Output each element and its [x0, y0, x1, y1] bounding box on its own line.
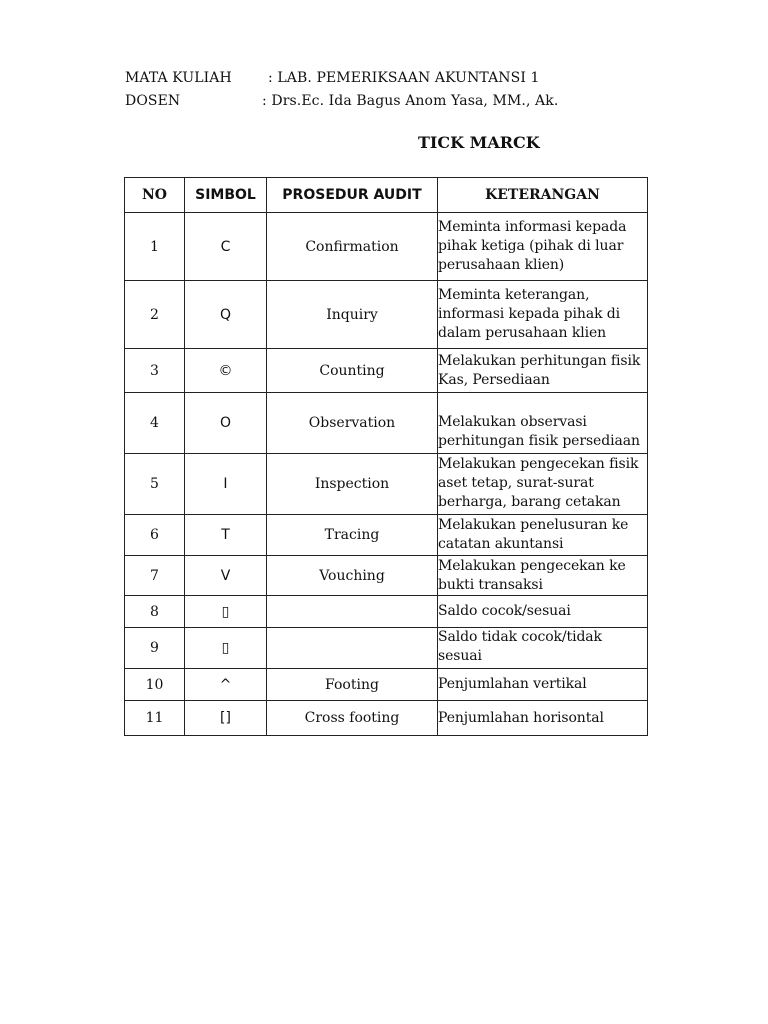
row-procedure: Footing [267, 669, 438, 701]
row-procedure: Counting [267, 349, 438, 393]
row-description: Melakukan pengecekan ke bukti transaksi [438, 556, 648, 596]
row-procedure: Confirmation [267, 213, 438, 281]
row-description: Melakukan penelusuran ke catatan akuntansi [438, 515, 648, 556]
tick-mark-table [124, 177, 648, 736]
course-line [125, 70, 540, 86]
row-symbol: T [185, 515, 267, 556]
row-symbol: © [185, 349, 267, 393]
row-no: 7 [125, 556, 185, 596]
table-row [125, 596, 648, 628]
table-row [125, 393, 648, 454]
row-no: 4 [125, 393, 185, 454]
row-no: 2 [125, 281, 185, 349]
row-procedure: Inquiry [267, 281, 438, 349]
row-no: 10 [125, 669, 185, 701]
row-procedure: Vouching [267, 556, 438, 596]
header-symbol: SIMBOL [185, 178, 267, 213]
row-description: Penjumlahan vertikal [438, 669, 648, 701]
course-value: : LAB. PEMERIKSAAN AKUNTANSI 1 [268, 70, 540, 86]
header-description: KETERANGAN [438, 178, 648, 213]
row-description: Meminta informasi kepada pihak ketiga (pihak di luar perusahaan klien) [438, 213, 648, 281]
table-row [125, 454, 648, 515]
row-no: 1 [125, 213, 185, 281]
row-no: 11 [125, 701, 185, 736]
row-procedure: Cross footing [267, 701, 438, 736]
table-row [125, 701, 648, 736]
row-procedure: Observation [267, 393, 438, 454]
document-title: TICK MARCK [418, 133, 540, 152]
lecturer-value: : Drs.Ec. Ida Bagus Anom Yasa, MM., Ak. [262, 93, 559, 109]
table-row [125, 669, 648, 701]
row-no: 5 [125, 454, 185, 515]
row-description: Meminta keterangan, informasi kepada pihak di dalam perusahaan klien [438, 281, 648, 349]
lecturer-line [125, 93, 559, 109]
row-symbol: Q [185, 281, 267, 349]
row-no: 3 [125, 349, 185, 393]
lecturer-label: DOSEN [125, 93, 181, 109]
row-procedure: Tracing [267, 515, 438, 556]
row-procedure [267, 596, 438, 628]
table-row [125, 628, 648, 669]
row-description: Saldo cocok/sesuai [438, 596, 648, 628]
header-no: NO [125, 178, 185, 213]
row-symbol: ^ [185, 669, 267, 701]
row-no: 8 [125, 596, 185, 628]
row-description: Penjumlahan horisontal [438, 701, 648, 736]
row-procedure: Inspection [267, 454, 438, 515]
row-description: Saldo tidak cocok/tidak sesuai [438, 628, 648, 669]
row-no: 6 [125, 515, 185, 556]
table-row [125, 349, 648, 393]
row-symbol: I [185, 454, 267, 515]
row-symbol: O [185, 393, 267, 454]
table-header-row [125, 178, 648, 213]
row-description: Melakukan observasi perhitungan fisik persediaan [438, 393, 648, 454]
row-symbol: ▯ [185, 628, 267, 669]
header-procedure: PROSEDUR AUDIT [267, 178, 438, 213]
row-symbol: V [185, 556, 267, 596]
table-row [125, 515, 648, 556]
row-symbol: ▯ [185, 596, 267, 628]
course-label: MATA KULIAH [125, 70, 232, 86]
row-description: Melakukan pengecekan fisik aset tetap, surat-surat berharga, barang cetakan [438, 454, 648, 515]
row-no: 9 [125, 628, 185, 669]
table-row [125, 556, 648, 596]
row-symbol: [] [185, 701, 267, 736]
row-procedure [267, 628, 438, 669]
table-row [125, 213, 648, 281]
table-row [125, 281, 648, 349]
row-description: Melakukan perhitungan fisik Kas, Persediaan [438, 349, 648, 393]
row-symbol: C [185, 213, 267, 281]
